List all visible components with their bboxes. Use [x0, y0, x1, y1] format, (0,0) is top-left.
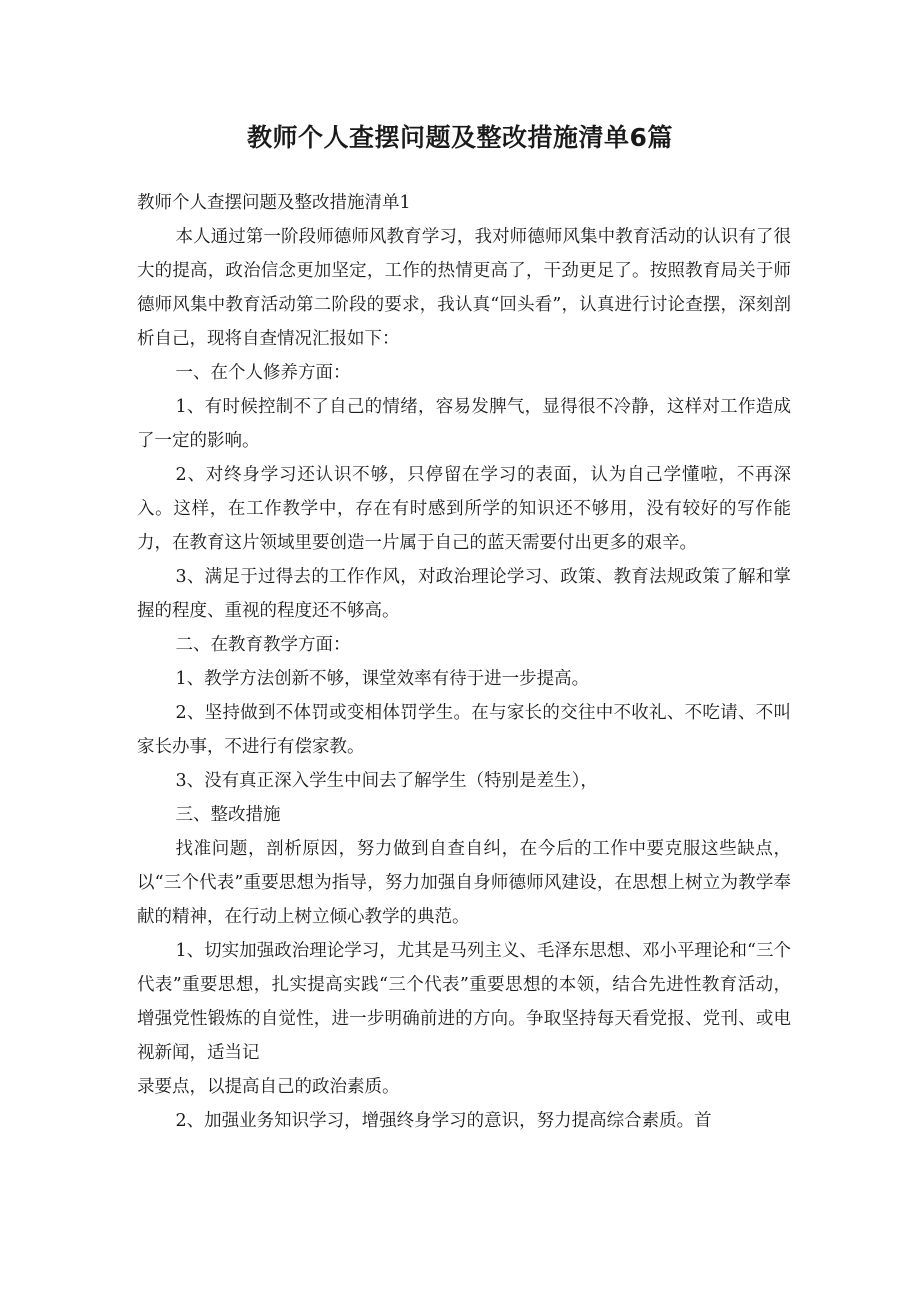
paragraph-item: 1、有时候控制不了自己的情绪，容易发脾气，显得很不冷静，这样对工作造成了一定的影响。	[137, 397, 791, 451]
document-title: 教师个人查摆问题及整改措施清单6篇	[247, 123, 673, 152]
paragraph-item: 2、坚持做到不体罚或变相体罚学生。在与家长的交往中不收礼、不吃请、不叫家长办事，不进行有偿家教。	[137, 703, 791, 757]
paragraph-item: 2、加强业务知识学习，增强终身学习的意识，努力提高综合素质。首	[175, 1111, 712, 1131]
paragraph-item: 3、没有真正深入学生中间去了解学生（特别是差生），	[175, 771, 598, 791]
paragraph-item: 找准问题，剖析原因，努力做到自查自纠，在今后的工作中要克服这些缺点，以“三个代表”重要思想为指导，努力加强自身师德师风建设，在思想上树立为教学奉献的精神，在行动上树立倾心教学的典范。	[137, 839, 791, 927]
paragraph-item: 1、教学方法创新不够，课堂效率有待于进一步提高。	[175, 669, 590, 689]
heading-measures: 三、整改措施	[175, 805, 281, 825]
paragraph-item: 1、切实加强政治理论学习，尤其是马列主义、毛泽东思想、邓小平理论和“三个代表”重要思想，扎实提高实践“三个代表”重要思想的本领，结合先进性教育活动，增强党性锻炼的自觉性，进一步明确前进的方向。争取坚持每天看党报、党刊、或电视新闻，适当记	[137, 941, 791, 1063]
paragraph-item: 2、对终身学习还认识不够，只停留在学习的表面，认为自己学懂啦，不再深入。这样，在工作教学中，存在有时感到所学的知识还不够用，没有较好的写作能力，在教育这片领域里要创造一片属于自己的蓝天需要付出更多的艰辛。	[137, 465, 791, 553]
heading-teaching: 二、在教育教学方面：	[175, 635, 351, 655]
paragraph-continuation: 录要点，以提高自己的政治素质。	[137, 1077, 400, 1097]
document-body	[137, 186, 791, 1138]
heading-personal: 一、在个人修养方面：	[175, 363, 351, 383]
paragraph-intro: 本人通过第一阶段师德师风教育学习，我对师德师风集中教育活动的认识有了很大的提高，政治信念更加坚定，工作的热情更高了，干劲更足了。按照教育局关于师德师风集中教育活动第二阶段的要求，我认真“回头看”，认真进行讨论查摆，深刻剖析自己，现将自查情况汇报如下：	[137, 227, 791, 349]
paragraph-item: 3、满足于过得去的工作作风，对政治理论学习、政策、教育法规政策了解和掌握的程度、重视的程度还不够高。	[137, 567, 791, 621]
section-heading: 教师个人查摆问题及整改措施清单1	[137, 193, 411, 213]
